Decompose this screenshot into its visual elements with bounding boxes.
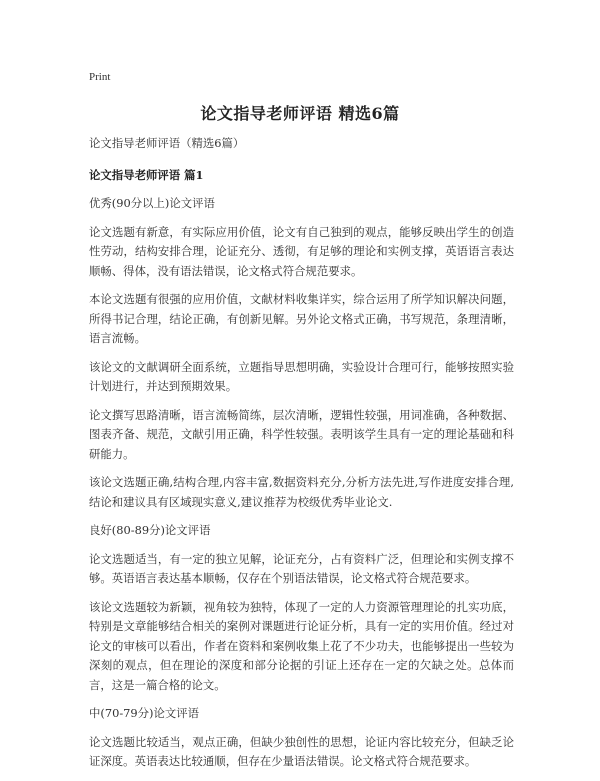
print-label: Print: [89, 71, 111, 83]
paragraph: 论文选题比较适当，观点正确，但缺少独创性的思想，论证内容比较充分，但缺乏论证深度。英语表达比较通顺，但存在少量语法错误。论文格式符合规范要求。: [89, 734, 514, 768]
paragraph: 论文撰写思路清晰，语言流畅简练，层次清晰，逻辑性较强，用词准确，各种数据、图表齐备、规范，文献引用正确，科学性较强。表明该学生具有一定的理论基础和科研能力。: [89, 407, 514, 461]
grade-heading-medium: 中(70-79分)论文评语: [89, 706, 200, 720]
paragraph: 论文选题适当，有一定的独立见解，论证充分，占有资料广泛，但理论和实例支撑不够。英语语言表达基本顺畅，仅存在个别语法错误，论文格式符合规范要求。: [89, 551, 514, 585]
grade-heading-excellent: 优秀(90分以上)论文评语: [89, 196, 215, 210]
paragraph: 论文选题有新意，有实际应用价值，论文有自己独到的观点，能够反映出学生的创造性劳动，结构安排合理，论证充分、透彻，有足够的理论和实例支撑，英语语言表达顺畅、得体，没有语法错误，论文格式符合规范要求。: [89, 224, 514, 278]
section-heading: 论文指导老师评语 篇1: [89, 167, 204, 182]
document-body: [89, 134, 514, 781]
paragraph: 该论文的文献调研全面系统，立题指导思想明确，实验设计合理可行，能够按照实验计划进行，并达到预期效果。: [89, 359, 514, 393]
grade-heading-good: 良好(80-89分)论文评语: [89, 523, 211, 537]
paragraph: 该论文选题较为新颖，视角较为独特，体现了一定的人力资源管理理论的扎实功底，特别是文章能够结合相关的案例对课题进行论证分析，具有一定的实用价值。经过对论文的审核可以看出，作者在资料和案例收集上花了不少功夫，也能够提出一些较为深刻的观点，但在理论的深度和部分论据的引证上还存在一定的欠缺之处。总体而言，这是一篇合格的论文。: [89, 599, 514, 692]
paragraph: 该论文选题正确,结构合理,内容丰富,数据资料充分,分析方法先进,写作进度安排合理,结论和建议具有区域现实意义,建议推荐为校级优秀毕业论文.: [89, 475, 514, 509]
paragraph: 本论文选题有很强的应用价值，文献材料收集详实，综合运用了所学知识解决问题，所得书记合理，结论正确，有创新见解。另外论文格式正确，书写规范，条理清晰，语言流畅。: [89, 292, 514, 345]
document-subtitle: 论文指导老师评语（精选6篇）: [89, 136, 245, 150]
page-title: 论文指导老师评语 精选6篇: [200, 104, 400, 123]
